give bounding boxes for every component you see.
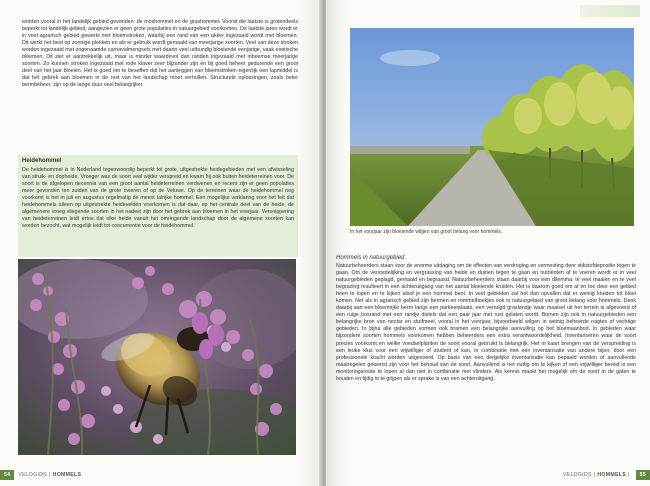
chapter-tab [580,5,640,17]
left-folio [0,470,81,480]
box-paragraph: De heidehommel is in Nederland tegenwoordig beperkt tot grote, uitgestrekte heidegebieden met een afwisseling van struik- en dopheide. Vroeger was de soort veel wijder verspreid en kwam hij ook buiten heideterreinen voor. De soort is de afgelopen decennia van een groot aantal heideterreinen verdwenen en recent zijn er geen populaties meer gevonden ten zuiden van de grote rivieren of op de Veluwe. Op de terreinen waar de heidehommel nog voorkomt is het in juli en augustus regelmatig de meest talrijke hommel. Een mogelijke verklaring voor het feit dat heidehommels alleen op uitgestrekte heidevelden voorkomen is dat daar, op het centrale deel van de heide, de algemenere vroeg vliegende soorten in het nadeel zijn door het gebrek aan bloemen in het voorjaar. Versnippering van heideterreinen leidt ertoe dat elke heide vanuit het omringende landschap door de algemene soorten kan worden bezocht, wat mogelijk leidt tot concurrentie voor de heidehommel. [22,167,294,230]
willow-road-photo [350,28,634,226]
intro-paragraph: worden vooral in het landelijk gebied gevonden: de moshommel en de grashommel. Vooral die laatste is grotendeels beperkt tot landelijk gebied, aangezien er geen grote populaties in natuurgebied voorkomen. De laatste jaren wordt er in veel agrarisch gebied gewerkt met bloemstroken, waarbij een rand van een akker ingezaaid wordt met bloemen. Dit werkt het best op zonnige plekken en als er gebruik wordt gemaakt van meerjarige soorten. Veel van deze stroken worden ingezaaid met zogenaamde carnavalmengsels met daarin veel uitbundig bloeiende eenjarige, vaak exotische bloemen. Dit ziet er aantrekkelijk uit, maar is minder waardevol dan randen ingezaaid met inheemse meerjarige soorten. Zo kunnen stroken ingezaaid met rode klaver zeer bijzonder zijn en bij goed beheer gedurende een groot deel van het jaar bloeien. Het is goed om te beseffen dat het aanleggen van bloemstroken eigenlijk een lapmiddel is dat het gebrek aan bloemen in de rest van het landschap moet verhullen. Structurele oplossingen, zoals beter bermbeheer, zijn op de lange duur veel belangrijker. [22,19,298,89]
folio-title: HOMMELS [52,472,82,478]
left-page [0,0,322,486]
folio-title: HOMMELS [597,472,626,478]
page-number: 55 [636,470,650,480]
page-number: 54 [0,470,14,480]
folio-separator: | [49,472,51,478]
right-page [326,0,650,486]
bumblebee-heather-illustration [18,259,296,455]
willow-road-illustration [350,28,634,226]
section-title: Hommels in natuurgebied [336,255,405,261]
section-paragraph: Natuurbeheerders staan voor de enorme uitdaging om de effecten van verdroging en vermesting door stikstofdepositie tegen te gaan. Om de verstedelijking en vergrassing van heide en duinen tegen te gaan en nutriënten af te voeren wordt er in veel natuurgebieden geplagd, gemaaid en begraasd. Natuurbeheerders staan daarbij voor een dilemma: te veel maaien en te veel begrazing resulteert in een achteruitgang van het aantal bloeiende kruiden. Het is daarom goed om af en toe door een gebied heen te lopen en te kijken alsof je een hommel bent. In veel gebieden zal het dan opvallen dat er weinig kruiden tot bloei komen. Net als in agrarisch gebied zijn bermen en rommelhoekjes ook in natuurgebied van groot belang voor hommels. Denk daarbij aan een bloemrijke berm langs een parkeerplaats, een verruigd graslandje waar maaisel uit het terrein is afgevoerd of een ruige bosrand met een randje distels dat een paar jaar met rust gelaten wordt. Bomen zijn ook in natuurgebieden een belangrijke bron van nectar en stuifmeel, vooral in het voorjaar, bijvoorbeeld wilgen in weinig beheerde ruigtes of vochtige gebieden. In bijna alle gebieden vormen ook bramen een belangrijke aanvulling op het bloemaanbod. In gebieden waar bijzondere soorten hommels voorkomen hebben beheerders een extra verantwoordelijkheid. Inventariseren waar de soort precies voorkomt en welke voedselplanten de soort vooral gebruikt is belangrijk. Het in kaart brengen van de verspreiding is een leuke klus voor een vrijwilliger of student of kan, in combinatie met een inventarisatie van andere bijen, door een professionele kracht worden uitgevoerd. Op basis van een dergelijke inventarisatie kan bepaald worden of aanvullende maatregelen gewenst zijn voor het behoud van de soort. Aanvullend is het nuttig om te kijken of een vrijwilliger bereid is een monitoringsroute te lopen al dan niet in combinatie met vlinders. Als kennis maakt het mogelijk om de soort in de gaten te houden en tijdig in te grijpen als er sprake is van een achteruitgang. [336,263,636,382]
photo-caption: In het voorjaar zijn bloeiende wilgen van groot belang voor hommels. [350,229,503,235]
box-title: Heidehommel [22,158,62,164]
heidehommel-box [18,155,298,257]
folio-series: VELDGIDS [563,472,592,478]
folio-series: VELDGIDS [18,472,48,478]
right-folio [563,470,650,480]
bumblebee-heather-photo [18,259,296,455]
folio-separator-2: | [627,472,630,478]
folio-separator: | [593,472,596,478]
